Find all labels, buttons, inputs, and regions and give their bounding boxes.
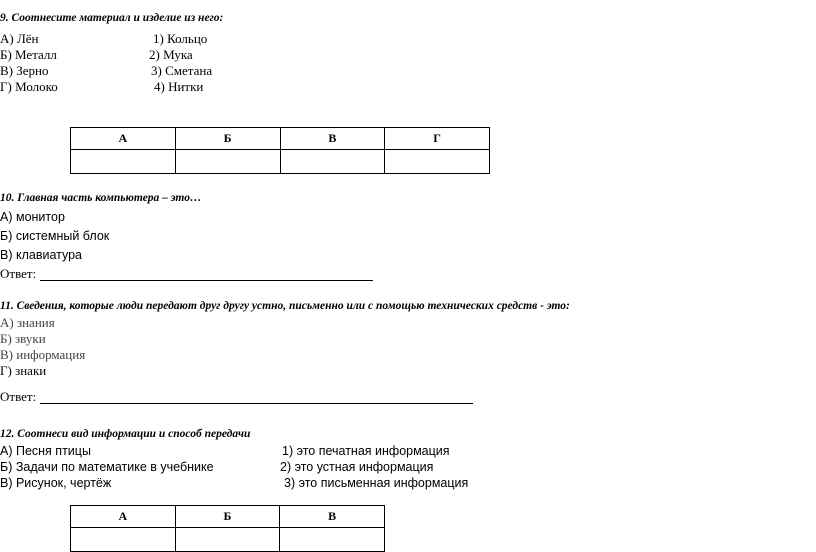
q10-title: 10. Главная часть компьютера – это… [0,192,202,204]
q12-answer-cell-a[interactable] [71,528,176,552]
q12-table-header-b: Б [175,506,280,528]
q10-answer-line[interactable] [40,280,373,281]
q10-answer-label: Ответ: [0,266,37,281]
q12-left-b: Б) Задачи по математике в учебнике [0,460,214,474]
q12-table-header-a: А [71,506,176,528]
q9-left-a: А) Лён [0,31,39,46]
q10-option-a: А) монитор [0,210,65,224]
q11-option-g: Г) знаки [0,363,47,378]
q12-right-3: 3) это письменная информация [284,476,469,490]
q11-option-v: В) информация [0,347,86,362]
q12-title: 12. Соотнеси вид информации и способ передачи [0,428,251,440]
q11-option-a: А) знания [0,315,55,330]
q11-title: 11. Сведения, которые люди передают друг другу устно, письменно или с помощью технических средств - это: [0,300,570,312]
q10-option-v: В) клавиатура [0,248,83,262]
q12-answer-cell-b[interactable] [175,528,280,552]
q12-answer-table [70,505,385,552]
q12-right-1: 1) это печатная информация [282,444,450,458]
q9-table-header-v: В [280,128,385,150]
q12-left-v: В) Рисунок, чертёж [0,476,112,490]
q9-right-3: 3) Сметана [151,63,213,78]
q10-option-b: Б) системный блок [0,229,110,243]
q11-answer-line[interactable] [40,403,473,404]
q9-answer-cell-b[interactable] [175,150,280,174]
q9-answer-cell-g[interactable] [385,150,490,174]
q12-right-2: 2) это устная информация [280,460,434,474]
q9-table-header-a: А [71,128,176,150]
q9-title: 9. Соотнесите материал и изделие из него: [0,12,224,24]
q11-answer-label: Ответ: [0,389,37,404]
q9-right-1: 1) Кольцо [153,31,208,46]
q9-left-b: Б) Металл [0,47,57,62]
q12-table-header-v: В [280,506,385,528]
q9-left-g: Г) Молоко [0,79,58,94]
q9-right-4: 4) Нитки [154,79,204,94]
q12-answer-cell-v[interactable] [280,528,385,552]
q11-option-b: Б) звуки [0,331,46,346]
q12-left-a: А) Песня птицы [0,444,91,458]
q9-table-header-b: Б [175,128,280,150]
q9-answer-cell-v[interactable] [280,150,385,174]
q9-answer-table [70,127,490,174]
q9-left-v: В) Зерно [0,63,49,78]
q9-answer-cell-a[interactable] [71,150,176,174]
q9-table-header-g: Г [385,128,490,150]
q9-right-2: 2) Мука [149,47,193,62]
